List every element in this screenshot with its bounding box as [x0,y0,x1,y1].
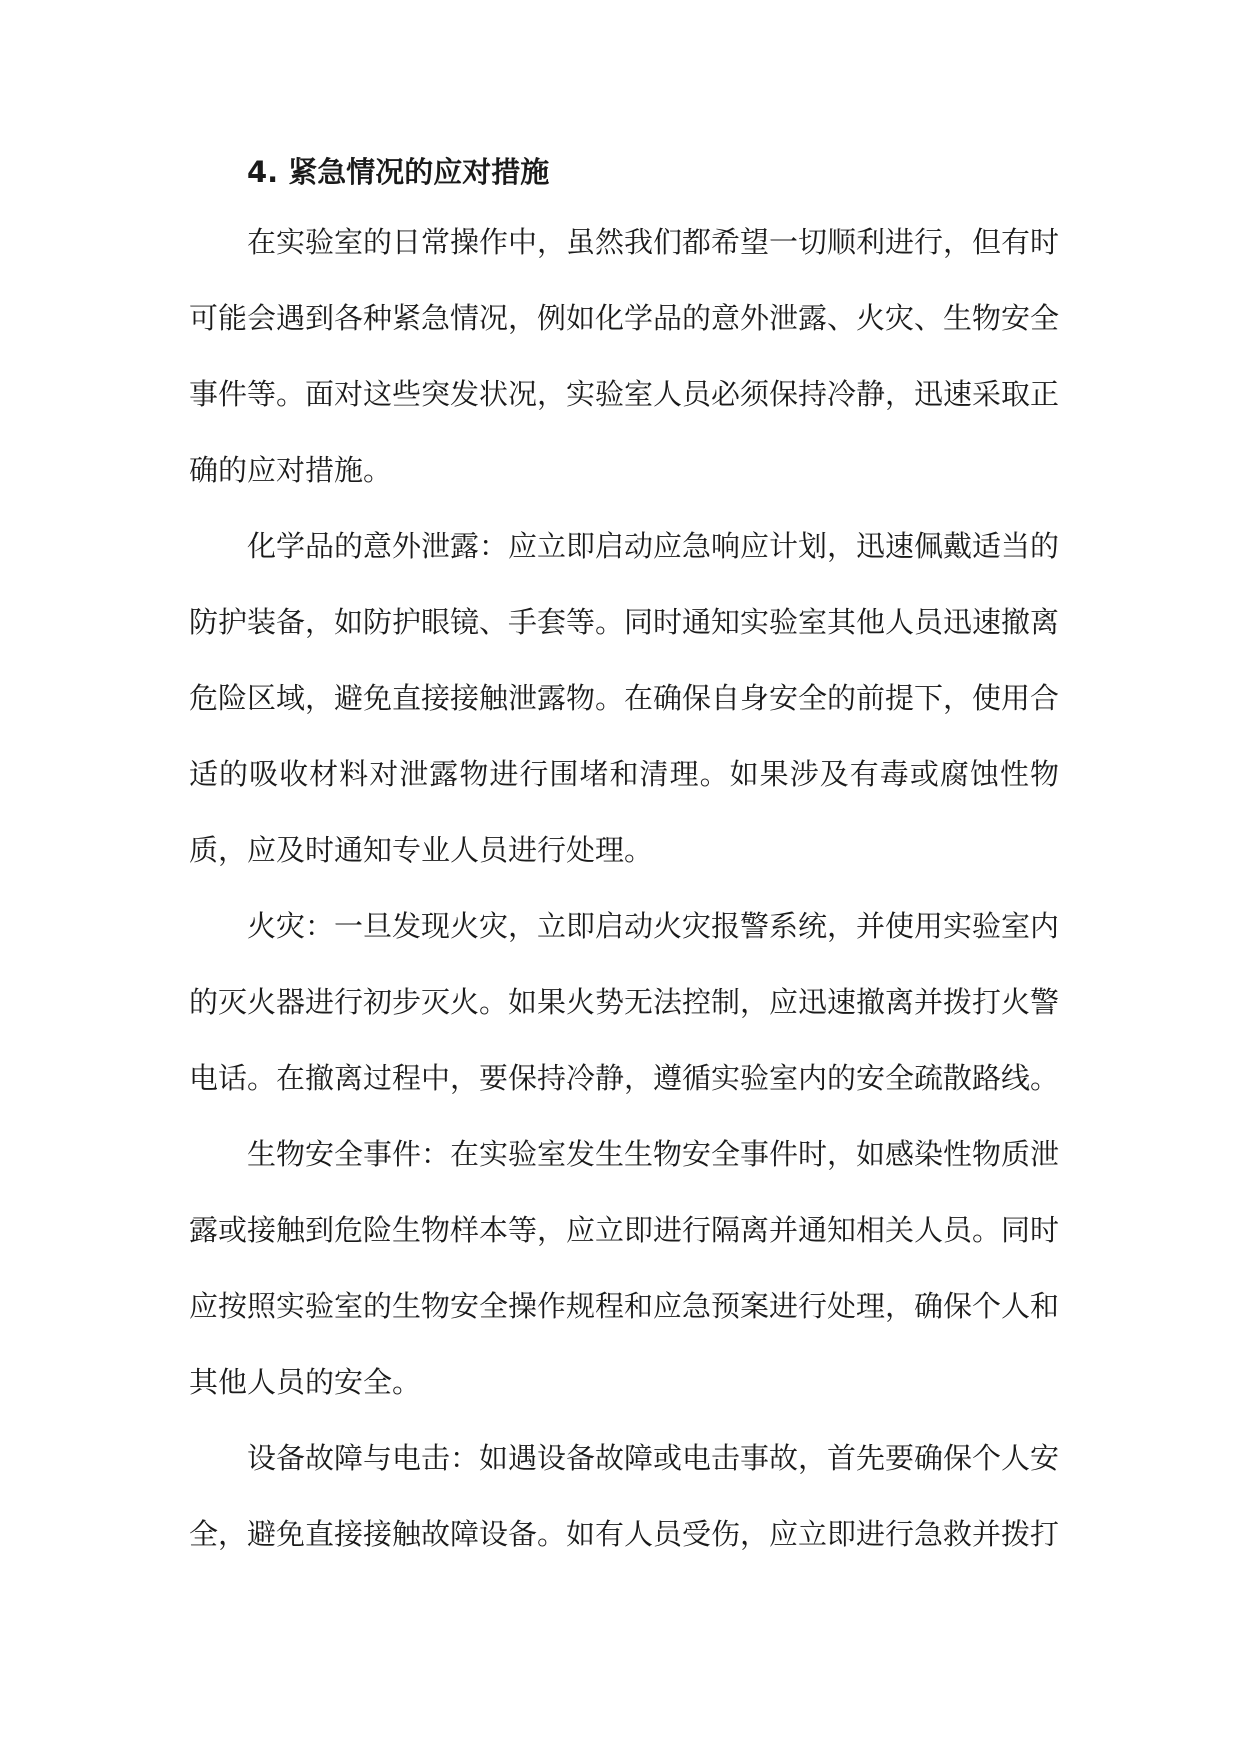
document-body [189,140,1059,1572]
section-heading: 4. 紧急情况的应对措施 [247,155,550,189]
paragraph-fire: 火灾：一旦发现火灾，立即启动火灾报警系统，并使用实验室内的灭火器进行初步灭火。如果火势无法控制，应迅速撤离并拨打火警电话。在撤离过程中，要保持冷静，遵循实验室内的安全疏散路线。 [189,909,1060,1095]
paragraph-equipment-shock: 设备故障与电击：如遇设备故障或电击事故，首先要确保个人安全，避免直接接触故障设备。如有人员受伤，应立即进行急救并拨打 [189,1441,1060,1551]
paragraph-intro: 在实验室的日常操作中，虽然我们都希望一切顺利进行，但有时可能会遇到各种紧急情况，例如化学品的意外泄露、火灾、生物安全事件等。面对这些突发状况，实验室人员必须保持冷静，迅速采取正确的应对措施。 [189,225,1060,487]
paragraph-biosafety: 生物安全事件：在实验室发生生物安全事件时，如感染性物质泄露或接触到危险生物样本等，应立即进行隔离并通知相关人员。同时应按照实验室的生物安全操作规程和应急预案进行处理，确保个人和其他人员的安全。 [189,1137,1060,1399]
paragraph-chemical-spill: 化学品的意外泄露：应立即启动应急响应计划，迅速佩戴适当的防护装备，如防护眼镜、手套等。同时通知实验室其他人员迅速撤离危险区域，避免直接接触泄露物。在确保自身安全的前提下，使用合适的吸收材料对泄露物进行围堵和清理。如果涉及有毒或腐蚀性物质，应及时通知专业人员进行处理。 [189,529,1060,867]
